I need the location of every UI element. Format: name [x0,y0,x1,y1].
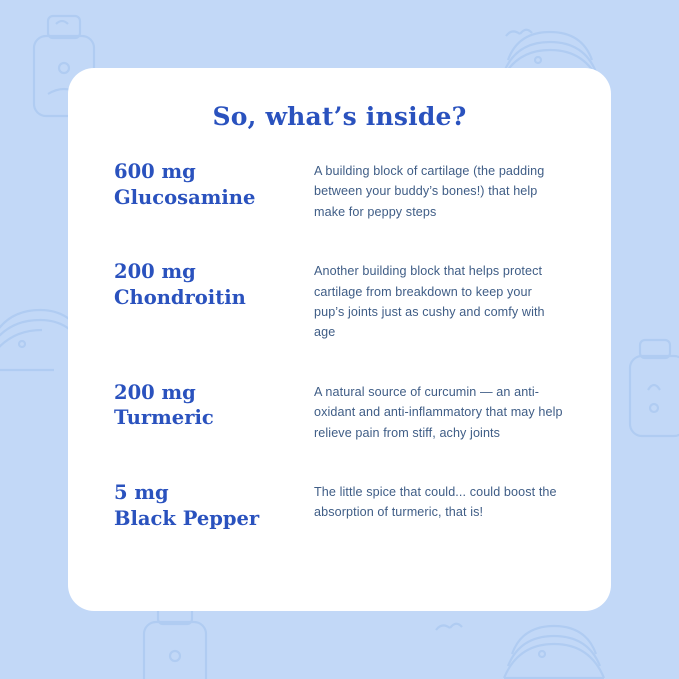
ingredient-description: Another building block that helps protect cartilage from breakdown to keep your pup’s joints just as cushy and comfy with age [314,264,545,340]
ingredients-card [68,68,611,611]
ingredient-dose: 200 mg [114,260,196,284]
ingredient-name: Glucosamine [114,185,256,209]
jar-doodle [628,338,679,448]
ingredient-list [68,157,611,531]
ingredient-amount [114,378,314,431]
ingredient-row [114,157,565,222]
ingredient-description: A natural source of curcumin — an anti-oxidant and anti-inflammatory that may help relieve pain from stiff, achy joints [314,384,563,440]
honeycomb-doodle [0,290,70,400]
ingredient-amount [114,157,314,210]
ingredient-dose: 200 mg [114,380,196,404]
supplement-bottle-doodle [122,600,232,679]
ingredient-row [114,478,565,531]
bee-doodle [500,20,540,50]
honeycomb-doodle [494,614,614,679]
ingredient-name: Chondroitin [114,285,246,309]
ingredient-name: Turmeric [114,406,214,430]
card-title: So, what’s inside? [212,102,467,131]
ingredient-dose: 5 mg [114,480,169,504]
ingredient-row [114,378,565,443]
ingredient-description: A building block of cartilage (the padding between your buddy’s bones!) that help make for peppy steps [314,164,545,219]
ingredient-name: Black Pepper [114,506,260,530]
ingredient-dose: 600 mg [114,160,196,183]
ingredient-amount [114,257,314,310]
ingredient-description: The little spice that could... could boost the absorption of turmeric, that is! [314,484,557,520]
ingredient-row [114,257,565,343]
ingredient-amount [114,478,314,531]
bee-doodle [430,614,470,644]
